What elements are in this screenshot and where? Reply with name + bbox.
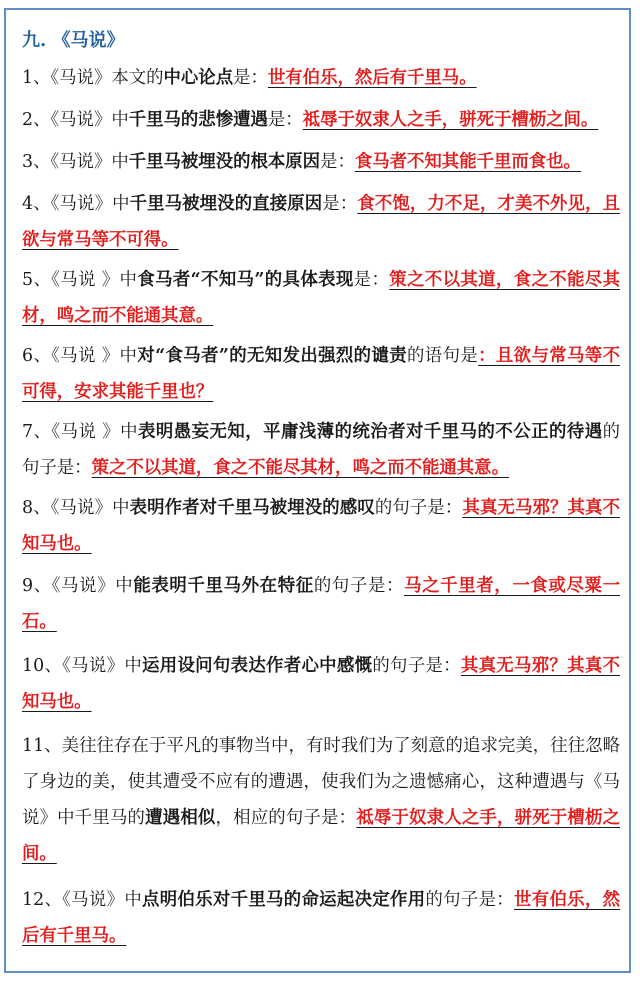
question-number: 8、 bbox=[22, 498, 51, 518]
answer-text: 策之不以其道，食之不能尽其材，鸣之而不能通其意。 bbox=[22, 270, 620, 326]
question-text: 是： bbox=[353, 270, 390, 290]
question-item bbox=[22, 60, 620, 96]
key-phrase: 点明伯乐对千里马的命运起决定作用 bbox=[142, 890, 426, 910]
question-number: 11、 bbox=[22, 736, 62, 756]
key-phrase: 千里马的悲惨遭遇 bbox=[128, 110, 268, 130]
key-phrase: 表明愚妄无知，平庸浅薄的统治者对千里马的不公正的待遇 bbox=[138, 422, 603, 442]
question-text: 是： bbox=[267, 110, 303, 130]
question-item bbox=[22, 648, 620, 720]
answer-text: 世有伯乐，然后有千里马。 bbox=[22, 890, 620, 946]
key-phrase: 食马者“不知马”的具体表现 bbox=[137, 270, 354, 290]
question-number: 7、 bbox=[22, 422, 52, 442]
question-text: 是： bbox=[233, 68, 268, 88]
question-number: 9、 bbox=[22, 576, 52, 596]
question-number: 10、 bbox=[22, 656, 63, 676]
question-text: ，相应的句子是： bbox=[215, 808, 357, 828]
key-phrase: 千里马被埋没的根本原因 bbox=[128, 152, 321, 172]
answer-text: 食马者不知其能千里而食也。 bbox=[354, 152, 581, 172]
question-item bbox=[22, 568, 620, 640]
answer-text: 策之不以其道，食之不能尽其材，鸣之而不能通其意。 bbox=[91, 458, 509, 478]
question-text: 的语句是 bbox=[407, 346, 479, 366]
question-item bbox=[22, 262, 620, 334]
question-number: 12、 bbox=[22, 890, 63, 910]
question-text: 是： bbox=[320, 152, 355, 172]
question-text: 的句子是： bbox=[372, 656, 461, 676]
question-text: 《马说》中 bbox=[62, 656, 143, 676]
question-text: 《马说》中 bbox=[50, 194, 130, 214]
key-phrase: 千里马被埋没的直接原因 bbox=[129, 194, 323, 214]
question-text: 《马说》中 bbox=[50, 110, 129, 130]
question-number: 6、 bbox=[22, 346, 52, 366]
question-text: 的句子是： bbox=[313, 576, 405, 596]
question-text: 是： bbox=[322, 194, 358, 214]
question-text: 的句子是： bbox=[374, 498, 463, 518]
answer-text: 马之千里者，一食或尽粟一石。 bbox=[22, 576, 620, 632]
answer-text: 其真无马邪？其真不知马也。 bbox=[22, 656, 620, 712]
question-text: 《马说》中 bbox=[51, 576, 134, 596]
section-heading: 九. 《马说》 bbox=[22, 30, 125, 51]
answer-text: 其真无马邪？其真不知马也。 bbox=[22, 498, 620, 554]
question-item bbox=[22, 882, 620, 954]
answer-text: 世有伯乐，然后有千里马。 bbox=[267, 68, 477, 88]
key-phrase: 对“食马者”的无知发出强烈的谴责 bbox=[137, 346, 408, 366]
question-item bbox=[22, 338, 620, 410]
question-item bbox=[22, 102, 620, 138]
question-number: 4、 bbox=[22, 194, 51, 214]
key-phrase: 中心论点 bbox=[163, 68, 234, 88]
answer-text: 食不饱，力不足，才美不外见，且欲与常马等不可得。 bbox=[22, 194, 620, 250]
answer-text: 祗辱于奴隶人之手，骈死于槽枥之间。 bbox=[302, 110, 599, 130]
question-text: 《马说》中 bbox=[50, 498, 130, 518]
question-item bbox=[22, 144, 620, 180]
question-number: 1、 bbox=[22, 68, 51, 88]
question-text: 的句子是： bbox=[22, 422, 620, 478]
question-text: 《马说 》中 bbox=[51, 346, 138, 366]
question-text: 《马说》中 bbox=[50, 152, 129, 172]
question-item bbox=[22, 490, 620, 562]
question-number: 2、 bbox=[22, 110, 51, 130]
question-text: 《马说 》中 bbox=[51, 270, 138, 290]
question-number: 5、 bbox=[22, 270, 52, 290]
key-phrase: 能表明千里马外在特征 bbox=[133, 576, 314, 596]
answer-text: ：且欲与常马等不可得，安求其能千里也？ bbox=[22, 346, 620, 402]
question-number: 3、 bbox=[22, 152, 51, 172]
answer-text: 祗辱于奴隶人之手，骈死于槽枥之间。 bbox=[22, 808, 620, 864]
key-phrase: 运用设问句表达作者心中感慨 bbox=[142, 656, 373, 676]
question-text: 《马说》本文的 bbox=[50, 68, 164, 88]
question-item bbox=[22, 186, 620, 258]
question-text: 美往往存在于平凡的事物当中，有时我们为了刻意的追求完美，往往忽略了身边的美，使其遭受不应有的遭遇，使我们为之遗憾痛心，这种遭遇与《马说》中千里马的 bbox=[22, 736, 620, 828]
question-text: 的句子是： bbox=[425, 890, 515, 910]
question-item bbox=[22, 414, 620, 486]
question-text: 《马说 》中 bbox=[51, 422, 139, 442]
key-phrase: 表明作者对千里马被埋没的感叹 bbox=[129, 498, 375, 518]
question-text: 《马说》中 bbox=[62, 890, 143, 910]
key-phrase: 遭遇相似 bbox=[145, 808, 216, 828]
question-item bbox=[22, 728, 620, 872]
